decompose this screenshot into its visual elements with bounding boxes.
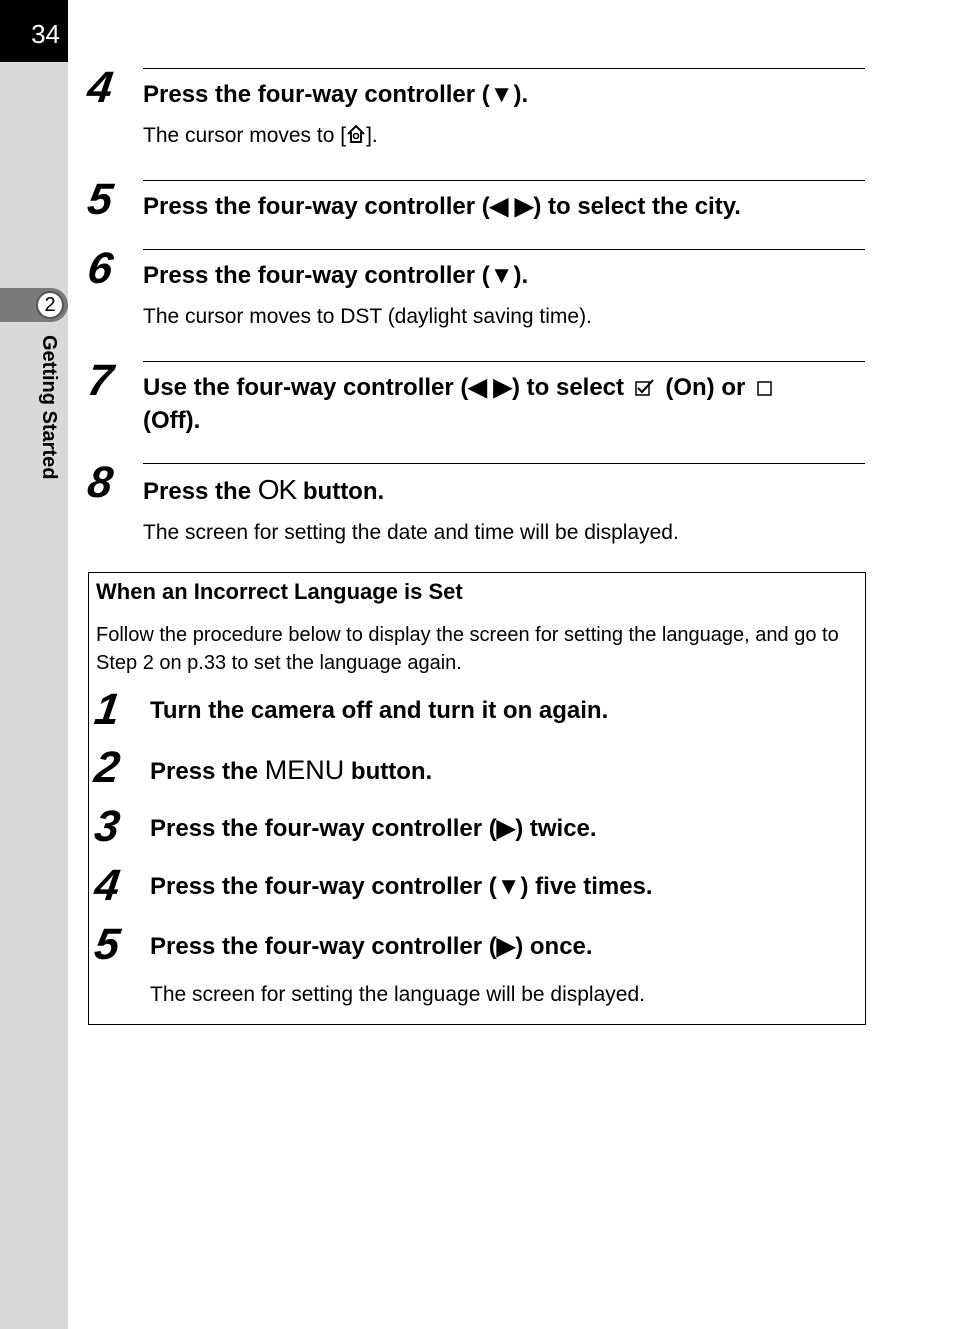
step-title-text: (Off). — [143, 407, 201, 434]
step-title — [150, 873, 653, 901]
step-title — [150, 932, 593, 961]
step-title-text: Press the four-way controller ( — [150, 873, 497, 900]
step-number: 4 — [84, 63, 116, 112]
menu-button-icon: MENU — [264, 755, 345, 785]
step-number: 2 — [91, 743, 123, 792]
step-number: 4 — [91, 861, 123, 910]
step-number: 8 — [84, 458, 116, 507]
right-arrow-icon: ▶ — [496, 933, 516, 960]
step-title — [143, 362, 865, 437]
note-final-description: The screen for setting the language will be displayed. — [150, 983, 645, 1006]
home-icon — [346, 124, 366, 144]
step-title-text: Press the four-way controller ( — [143, 193, 490, 220]
step-title-text: ) twice. — [515, 815, 597, 842]
step-title-text: ) five times. — [520, 873, 653, 900]
step-desc-text: ]. — [366, 124, 378, 147]
note-intro: Follow the procedure below to display the screen for setting the language, and go to Step 2 on p.33 to set the language again. — [96, 624, 839, 674]
note-title: When an Incorrect Language is Set — [96, 579, 463, 604]
step-title-text: button. — [350, 758, 433, 785]
step-description: The cursor moves to DST (daylight saving time). — [143, 305, 592, 328]
step-8 — [84, 458, 865, 548]
step-title-text: ) to select — [511, 374, 625, 401]
step-number: 1 — [91, 685, 123, 734]
step-title-text: Use the four-way controller ( — [143, 374, 469, 401]
step-title: Turn the camera off and turn it on again. — [150, 697, 609, 724]
step-number: 3 — [91, 802, 123, 851]
step-title — [150, 814, 597, 843]
down-arrow-icon: ▼ — [489, 262, 514, 289]
step-title-text: ). — [513, 262, 529, 289]
right-arrow-icon: ▶ — [496, 815, 516, 842]
step-7 — [84, 356, 865, 437]
step-title — [150, 755, 432, 786]
chapter-number: 2 — [36, 291, 64, 319]
step-title-text: Press the four-way controller ( — [143, 81, 490, 108]
step-title-text: (On) or — [665, 374, 746, 401]
chapter-title: Getting Started — [38, 335, 60, 480]
step-title-text: ) to select the city. — [533, 193, 741, 220]
step-title — [143, 69, 865, 111]
checkbox-empty-icon — [756, 379, 774, 397]
step-4 — [84, 63, 865, 151]
step-number: 5 — [91, 920, 123, 969]
step-6 — [84, 244, 865, 332]
step-number: 6 — [84, 244, 116, 293]
step-description — [143, 121, 865, 151]
step-title-text: Press the four-way controller ( — [150, 815, 497, 842]
left-right-arrow-icon: ◀ ▶ — [489, 193, 534, 220]
step-number: 5 — [84, 175, 116, 224]
down-arrow-icon: ▼ — [489, 81, 514, 108]
step-title-text: Press the four-way controller ( — [150, 933, 497, 960]
note-step-5 — [91, 920, 855, 976]
note-step-2 — [91, 743, 855, 799]
left-right-arrow-icon: ◀ ▶ — [468, 374, 512, 401]
step-title — [143, 464, 865, 508]
step-title-text: ). — [513, 81, 529, 108]
step-title-text: Press the — [150, 758, 259, 785]
step-5 — [84, 175, 865, 224]
step-title-text: button. — [302, 478, 385, 505]
step-description: The screen for setting the date and time will be displayed. — [143, 521, 679, 544]
sidebar — [0, 0, 68, 1329]
note-step-4 — [91, 861, 855, 917]
step-desc-text: The cursor moves to [ — [143, 124, 347, 147]
page-number: 34 — [0, 0, 68, 62]
checkbox-checked-icon — [635, 379, 655, 397]
incorrect-language-note — [88, 572, 866, 1025]
note-step-3 — [91, 802, 855, 858]
step-title-text: Press the — [143, 478, 252, 505]
note-step-1 — [91, 685, 855, 741]
ok-button-icon: OK — [257, 474, 297, 505]
step-title-text: ) once. — [515, 933, 593, 960]
down-arrow-icon: ▼ — [496, 873, 521, 900]
step-title — [143, 181, 865, 223]
step-title-text: Press the four-way controller ( — [143, 262, 490, 289]
step-number: 7 — [84, 356, 116, 405]
step-title — [143, 250, 865, 292]
